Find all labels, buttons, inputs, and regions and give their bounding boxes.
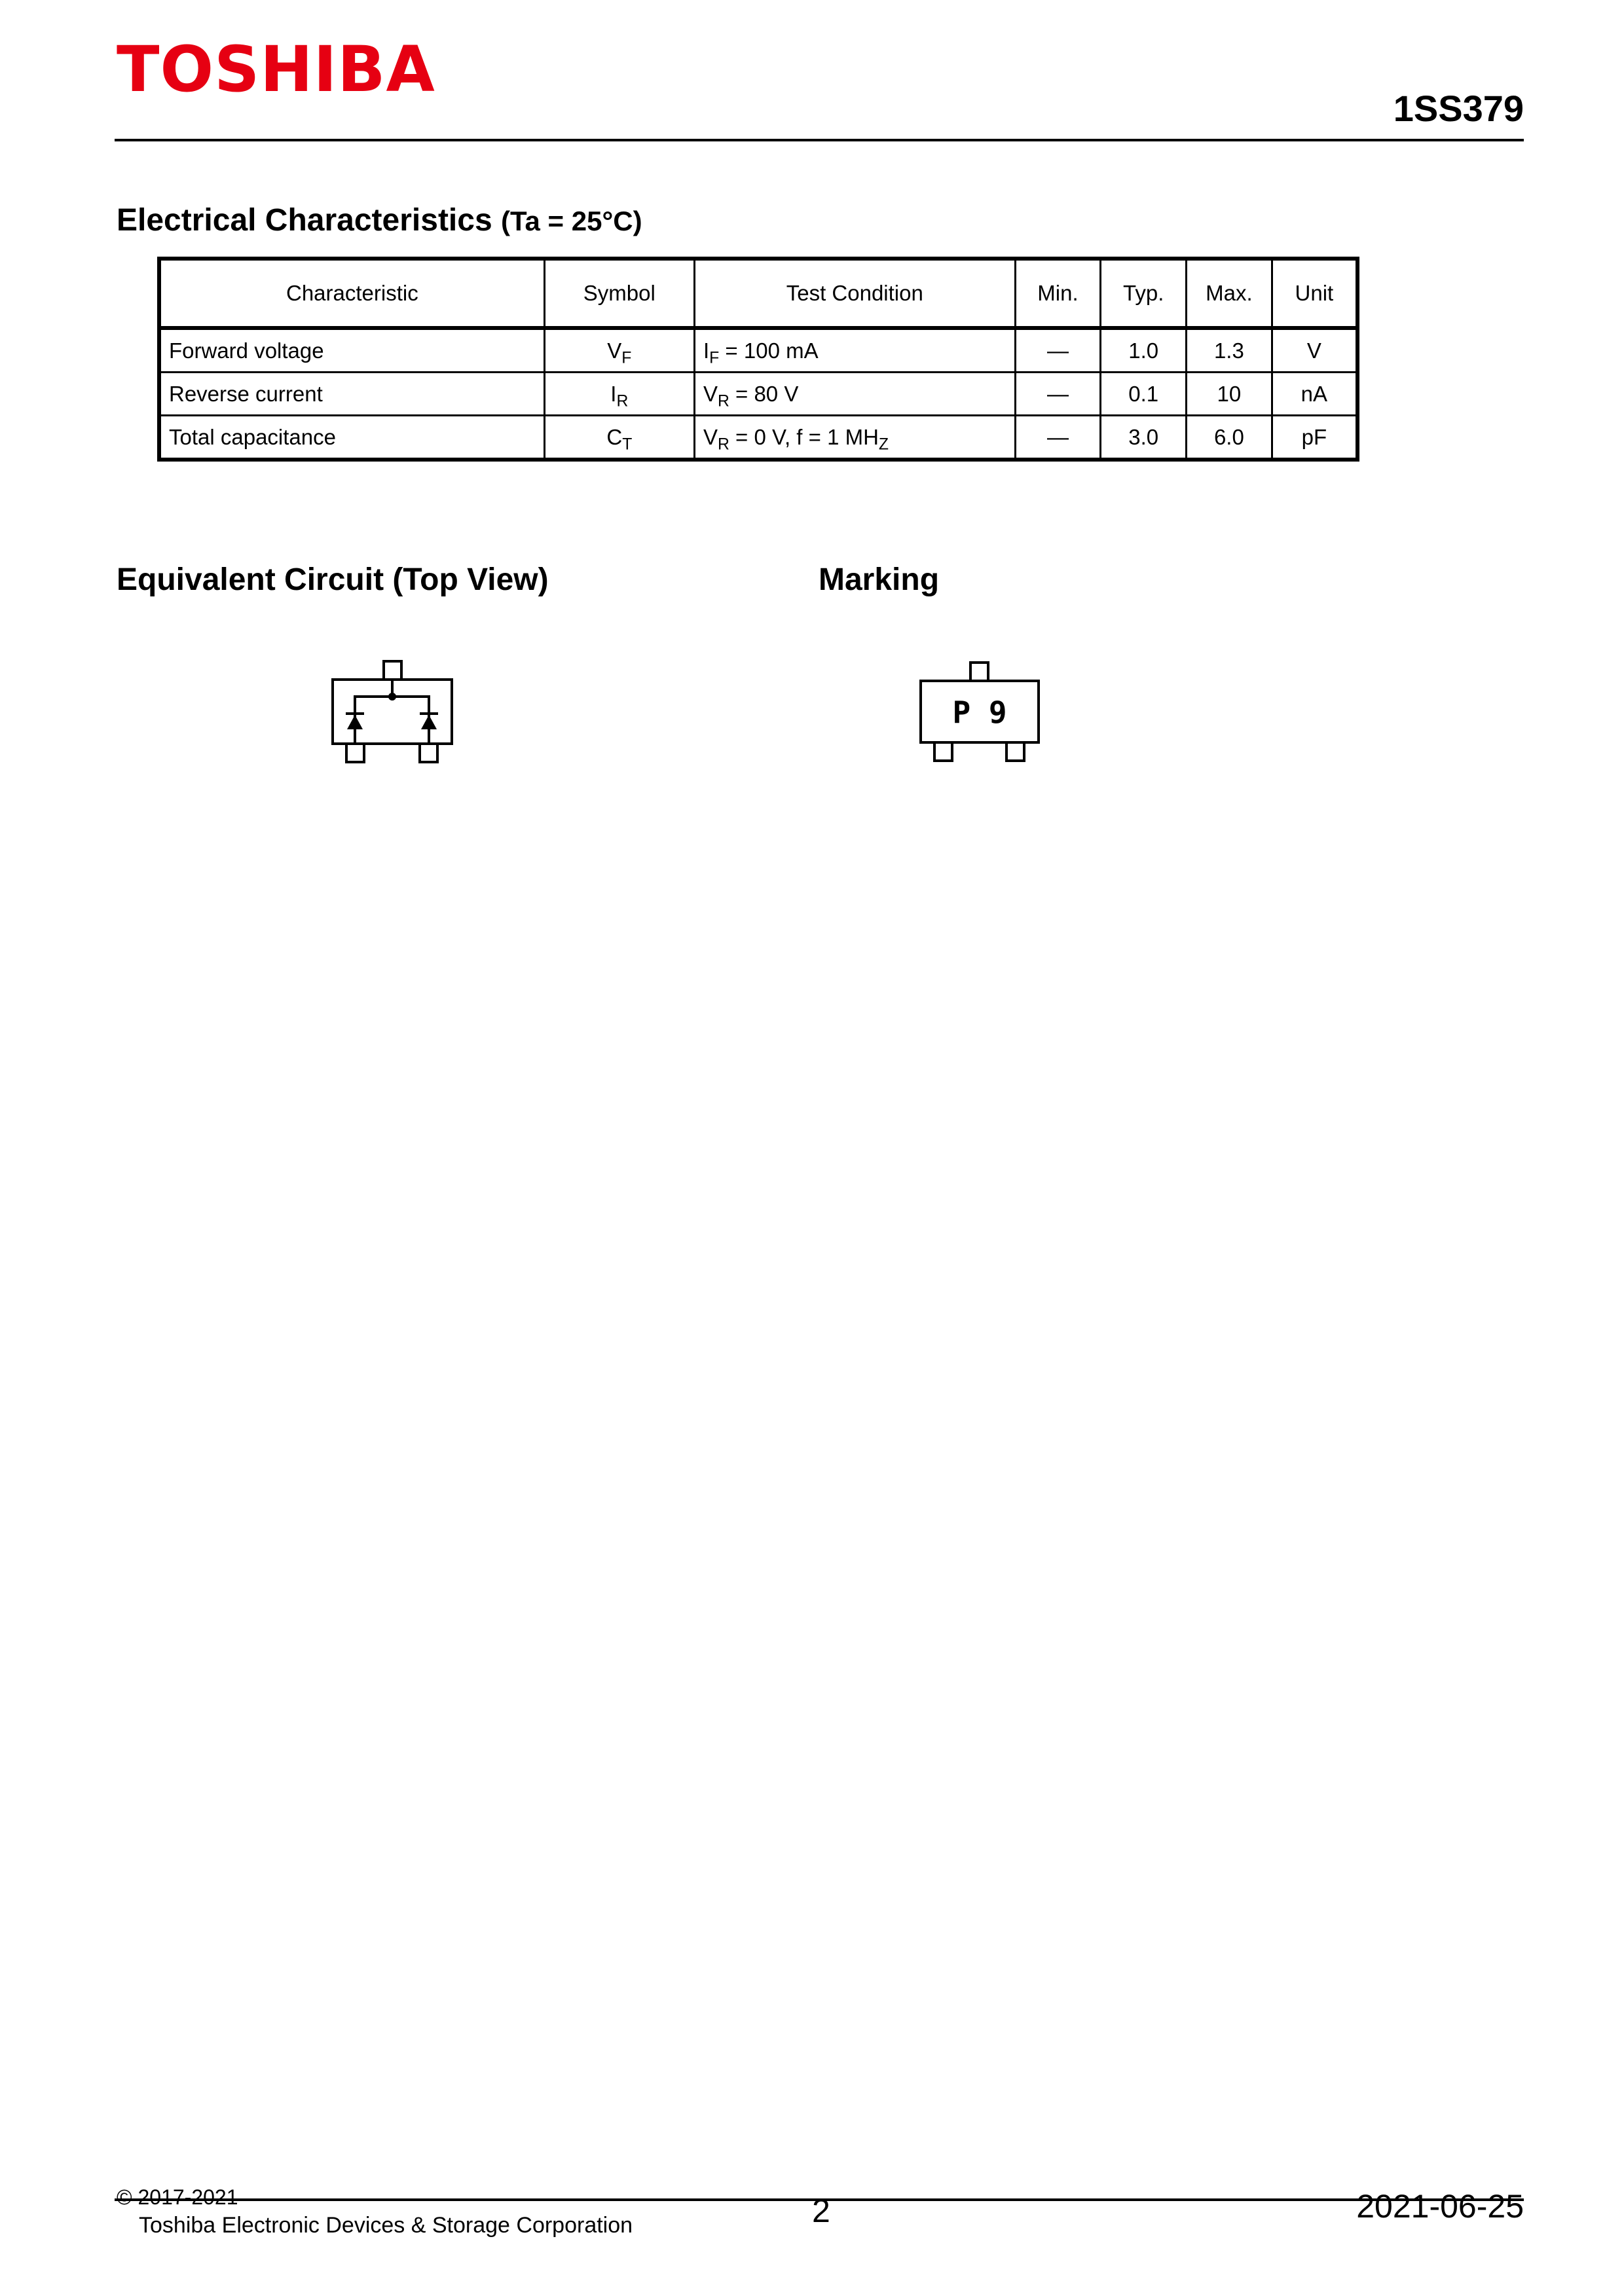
wire (355, 697, 429, 744)
column-header: Typ. (1101, 259, 1187, 328)
symbol-cell (544, 416, 694, 460)
condition-var: I (703, 338, 710, 363)
condition-var-sub: F (709, 348, 720, 367)
symbol-main: V (607, 338, 622, 363)
characteristic-cell: Total capacitance (159, 416, 544, 460)
marking-code: P 9 (952, 695, 1007, 730)
table-row (159, 328, 1357, 373)
characteristic-cell: Reverse current (159, 373, 544, 416)
footer-copyright: © 2017-2021 (117, 2185, 238, 2209)
part-number: 1SS379 (1393, 88, 1524, 129)
electrical-characteristics-table (157, 257, 1359, 462)
max-cell: 6.0 (1187, 416, 1272, 460)
toshiba-logo: TOSHIBA (117, 33, 435, 106)
condition-text: = 100 mA (719, 338, 819, 363)
symbol-cell (544, 328, 694, 373)
unit-cell: nA (1272, 373, 1357, 416)
column-header: Characteristic (159, 259, 544, 328)
symbol-subscript: F (621, 348, 632, 367)
symbol-subscript: R (616, 392, 629, 410)
table-header-row (159, 259, 1357, 328)
equivalent-circuit-diagram (327, 655, 458, 769)
footer-company: Toshiba Electronic Devices & Storage Corporation (139, 2213, 633, 2238)
typ-cell: 1.0 (1101, 328, 1187, 373)
column-header: Max. (1187, 259, 1272, 328)
page-number: 2 (812, 2193, 830, 2229)
symbol-cell (544, 373, 694, 416)
symbol-main: I (610, 381, 617, 406)
table-row (159, 416, 1357, 460)
electrical-characteristics-title (117, 205, 642, 236)
electrical-condition: (Ta = 25°C) (501, 206, 642, 236)
revision-date: 2021-06-25 (1356, 2188, 1524, 2225)
column-header: Test Condition (694, 259, 1015, 328)
junction-dot (388, 693, 396, 701)
column-header: Unit (1272, 259, 1357, 328)
unit-cell: pF (1272, 416, 1357, 460)
typ-cell: 3.0 (1101, 416, 1187, 460)
column-header: Symbol (544, 259, 694, 328)
marking-title: Marking (819, 562, 940, 597)
pin-bottom-left (346, 744, 364, 762)
test-condition-cell (694, 328, 1015, 373)
table-row (159, 373, 1357, 416)
marking-pin-bottom-right (1006, 742, 1024, 761)
diode-right (420, 714, 438, 729)
marking-pin-bottom-left (934, 742, 952, 761)
marking-pin-top (970, 663, 988, 681)
typ-cell: 0.1 (1101, 373, 1187, 416)
equivalent-circuit-title: Equivalent Circuit (Top View) (117, 562, 549, 597)
symbol-subscript: T (622, 435, 633, 453)
condition-text: = 80 V (729, 381, 799, 406)
test-condition-cell (694, 416, 1015, 460)
min-cell: — (1015, 373, 1101, 416)
condition-var-sub: R (717, 435, 729, 453)
header-divider (115, 139, 1524, 141)
column-header: Min. (1015, 259, 1101, 328)
electrical-title-text: Electrical Characteristics (117, 203, 492, 238)
pin-bottom-right (420, 744, 437, 762)
condition-text: = 0 V, f = 1 MH (729, 424, 879, 449)
unit-cell: V (1272, 328, 1357, 373)
condition-var: V (703, 424, 718, 449)
condition-var-sub: R (717, 392, 729, 410)
characteristic-cell: Forward voltage (159, 328, 544, 373)
marking-diagram (915, 655, 1046, 769)
min-cell: — (1015, 328, 1101, 373)
min-cell: — (1015, 416, 1101, 460)
max-cell: 10 (1187, 373, 1272, 416)
condition-var: V (703, 381, 718, 406)
test-condition-cell (694, 373, 1015, 416)
diode-left (346, 714, 364, 729)
condition-unit-sub: Z (878, 435, 889, 453)
max-cell: 1.3 (1187, 328, 1272, 373)
pin-top (384, 661, 401, 680)
symbol-main: C (606, 424, 623, 449)
